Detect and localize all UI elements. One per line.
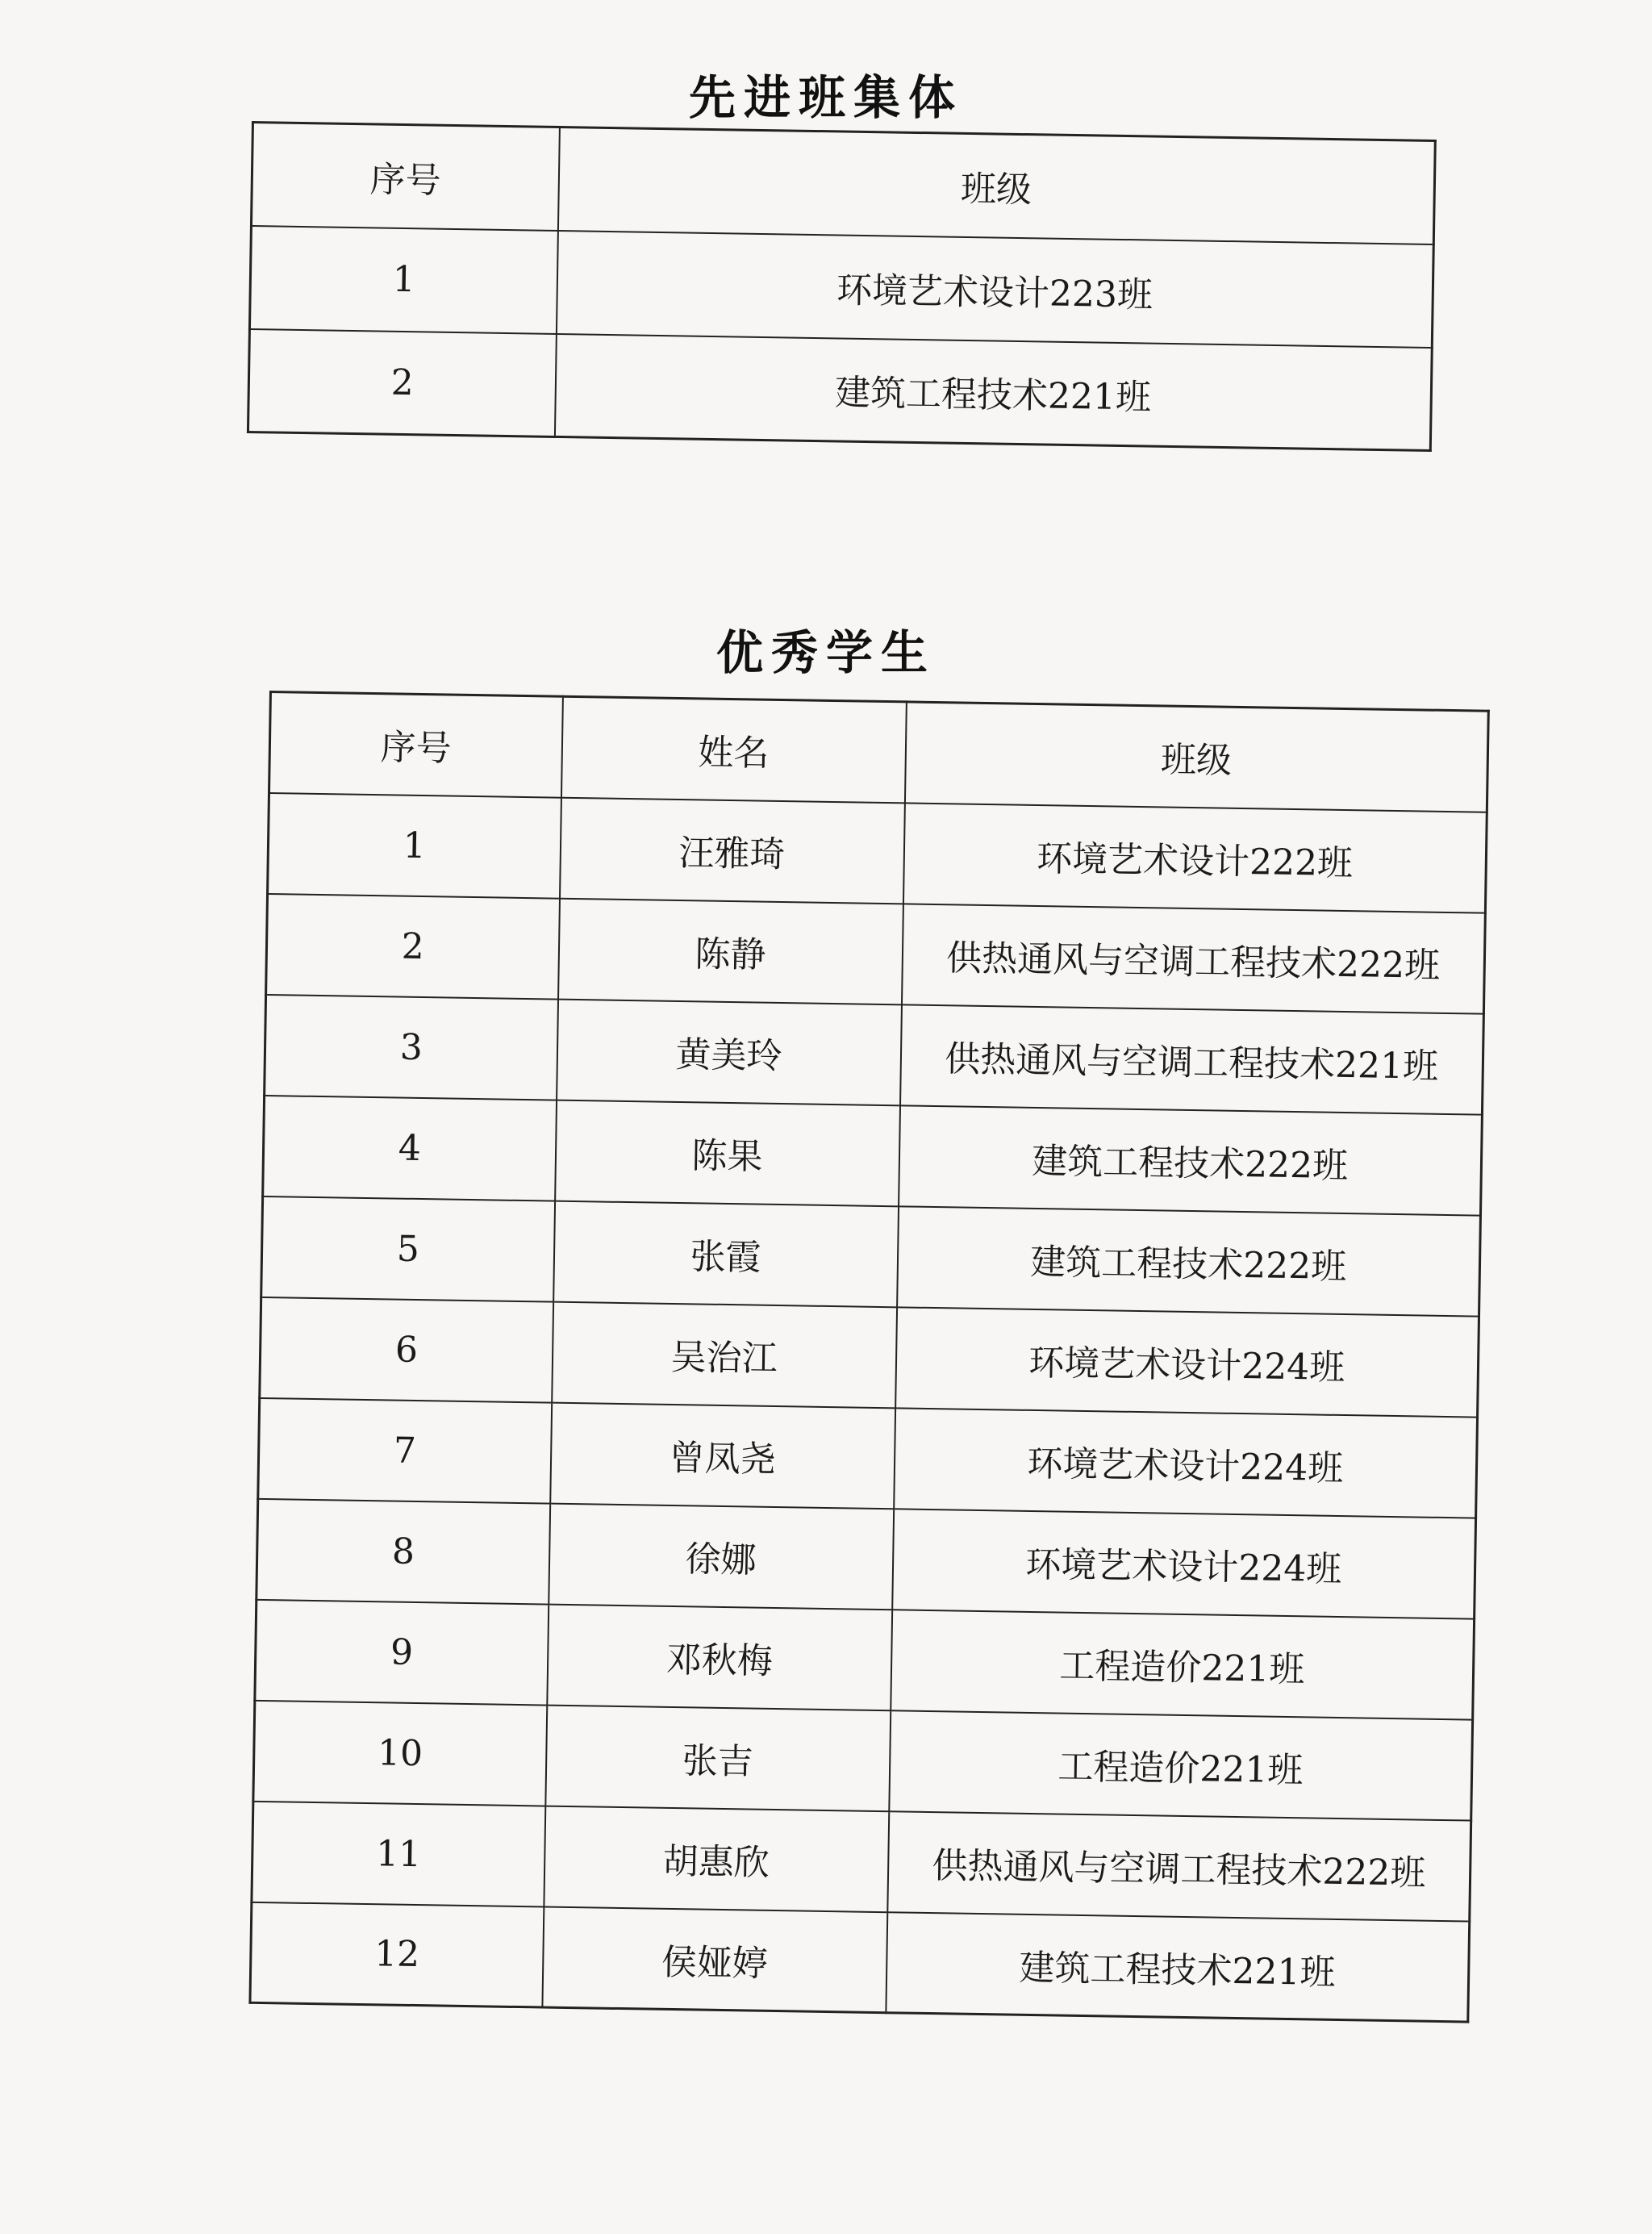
table-row [258, 1397, 1478, 1518]
cell-name: 吴治江 [552, 1301, 897, 1408]
cell-index: 9 [255, 1599, 549, 1705]
cell-class: 环境艺术设计222班 [903, 803, 1487, 912]
cell-index: 3 [265, 994, 558, 1100]
cell-name: 陈果 [555, 1100, 900, 1206]
cell-index: 5 [261, 1196, 555, 1301]
cell-class: 工程造价221班 [891, 1610, 1475, 1719]
cell-index: 8 [257, 1498, 550, 1604]
header-name: 姓名 [561, 696, 906, 803]
table-row [263, 1095, 1483, 1215]
cell-class: 供热通风与空调工程技术221班 [900, 1004, 1484, 1114]
table-row [255, 1599, 1475, 1719]
cell-name: 曾凤尧 [550, 1402, 895, 1509]
table-row [266, 893, 1486, 1013]
cell-class: 工程造价221班 [889, 1710, 1473, 1820]
cell-name: 黄美玲 [557, 999, 902, 1105]
cell-name: 张霞 [553, 1201, 899, 1307]
cell-class: 建筑工程技术222班 [897, 1206, 1481, 1316]
header-class: 班级 [557, 127, 1435, 244]
excellent-students-table [248, 691, 1489, 2023]
cell-index: 4 [263, 1095, 557, 1201]
cell-index: 12 [250, 1902, 544, 2007]
cell-index: 6 [260, 1297, 553, 1402]
cell-name: 胡惠欣 [544, 1806, 889, 1912]
excellent-students-title: 优秀学生 [715, 625, 936, 680]
cell-class: 环境艺术设计223班 [556, 230, 1433, 347]
table-row [250, 1902, 1470, 2022]
cell-class: 建筑工程技术221班 [554, 333, 1432, 450]
cell-index: 2 [266, 893, 560, 999]
cell-name: 邓秋梅 [547, 1604, 892, 1710]
table-row [248, 328, 1432, 450]
advanced-class-title: 先进班集体 [688, 70, 963, 125]
cell-class: 建筑工程技术222班 [899, 1105, 1483, 1215]
table-row [260, 1297, 1479, 1417]
table-row [265, 994, 1484, 1114]
cell-name: 汪雅琦 [560, 797, 905, 904]
table-row [257, 1498, 1476, 1618]
table-row [249, 226, 1433, 348]
header-class: 班级 [904, 702, 1488, 812]
table-row [268, 793, 1487, 913]
cell-name: 徐娜 [549, 1503, 894, 1610]
header-index: 序号 [269, 692, 563, 798]
cell-index: 11 [252, 1801, 545, 1906]
cell-index: 2 [248, 328, 556, 436]
cell-index: 1 [249, 226, 557, 334]
cell-index: 10 [253, 1700, 547, 1806]
cell-class: 环境艺术设计224班 [894, 1408, 1478, 1518]
cell-class: 建筑工程技术221班 [886, 1912, 1470, 2022]
table-row [253, 1700, 1473, 1820]
advanced-class-table [247, 121, 1437, 452]
table-row [252, 1801, 1471, 1921]
cell-class: 供热通风与空调工程技术222班 [901, 904, 1485, 1013]
cell-name: 陈静 [558, 898, 903, 1004]
cell-class: 环境艺术设计224班 [895, 1307, 1479, 1417]
cell-name: 侯娅婷 [542, 1906, 887, 2013]
cell-name: 张吉 [545, 1705, 891, 1811]
table-row [261, 1196, 1481, 1316]
cell-class: 供热通风与空调工程技术222班 [887, 1811, 1471, 1921]
table-header-row [269, 692, 1489, 812]
cell-index: 1 [268, 793, 561, 899]
table-header-row [251, 123, 1435, 244]
cell-class: 环境艺术设计224班 [892, 1509, 1476, 1618]
cell-index: 7 [258, 1397, 552, 1503]
header-index: 序号 [251, 123, 559, 231]
